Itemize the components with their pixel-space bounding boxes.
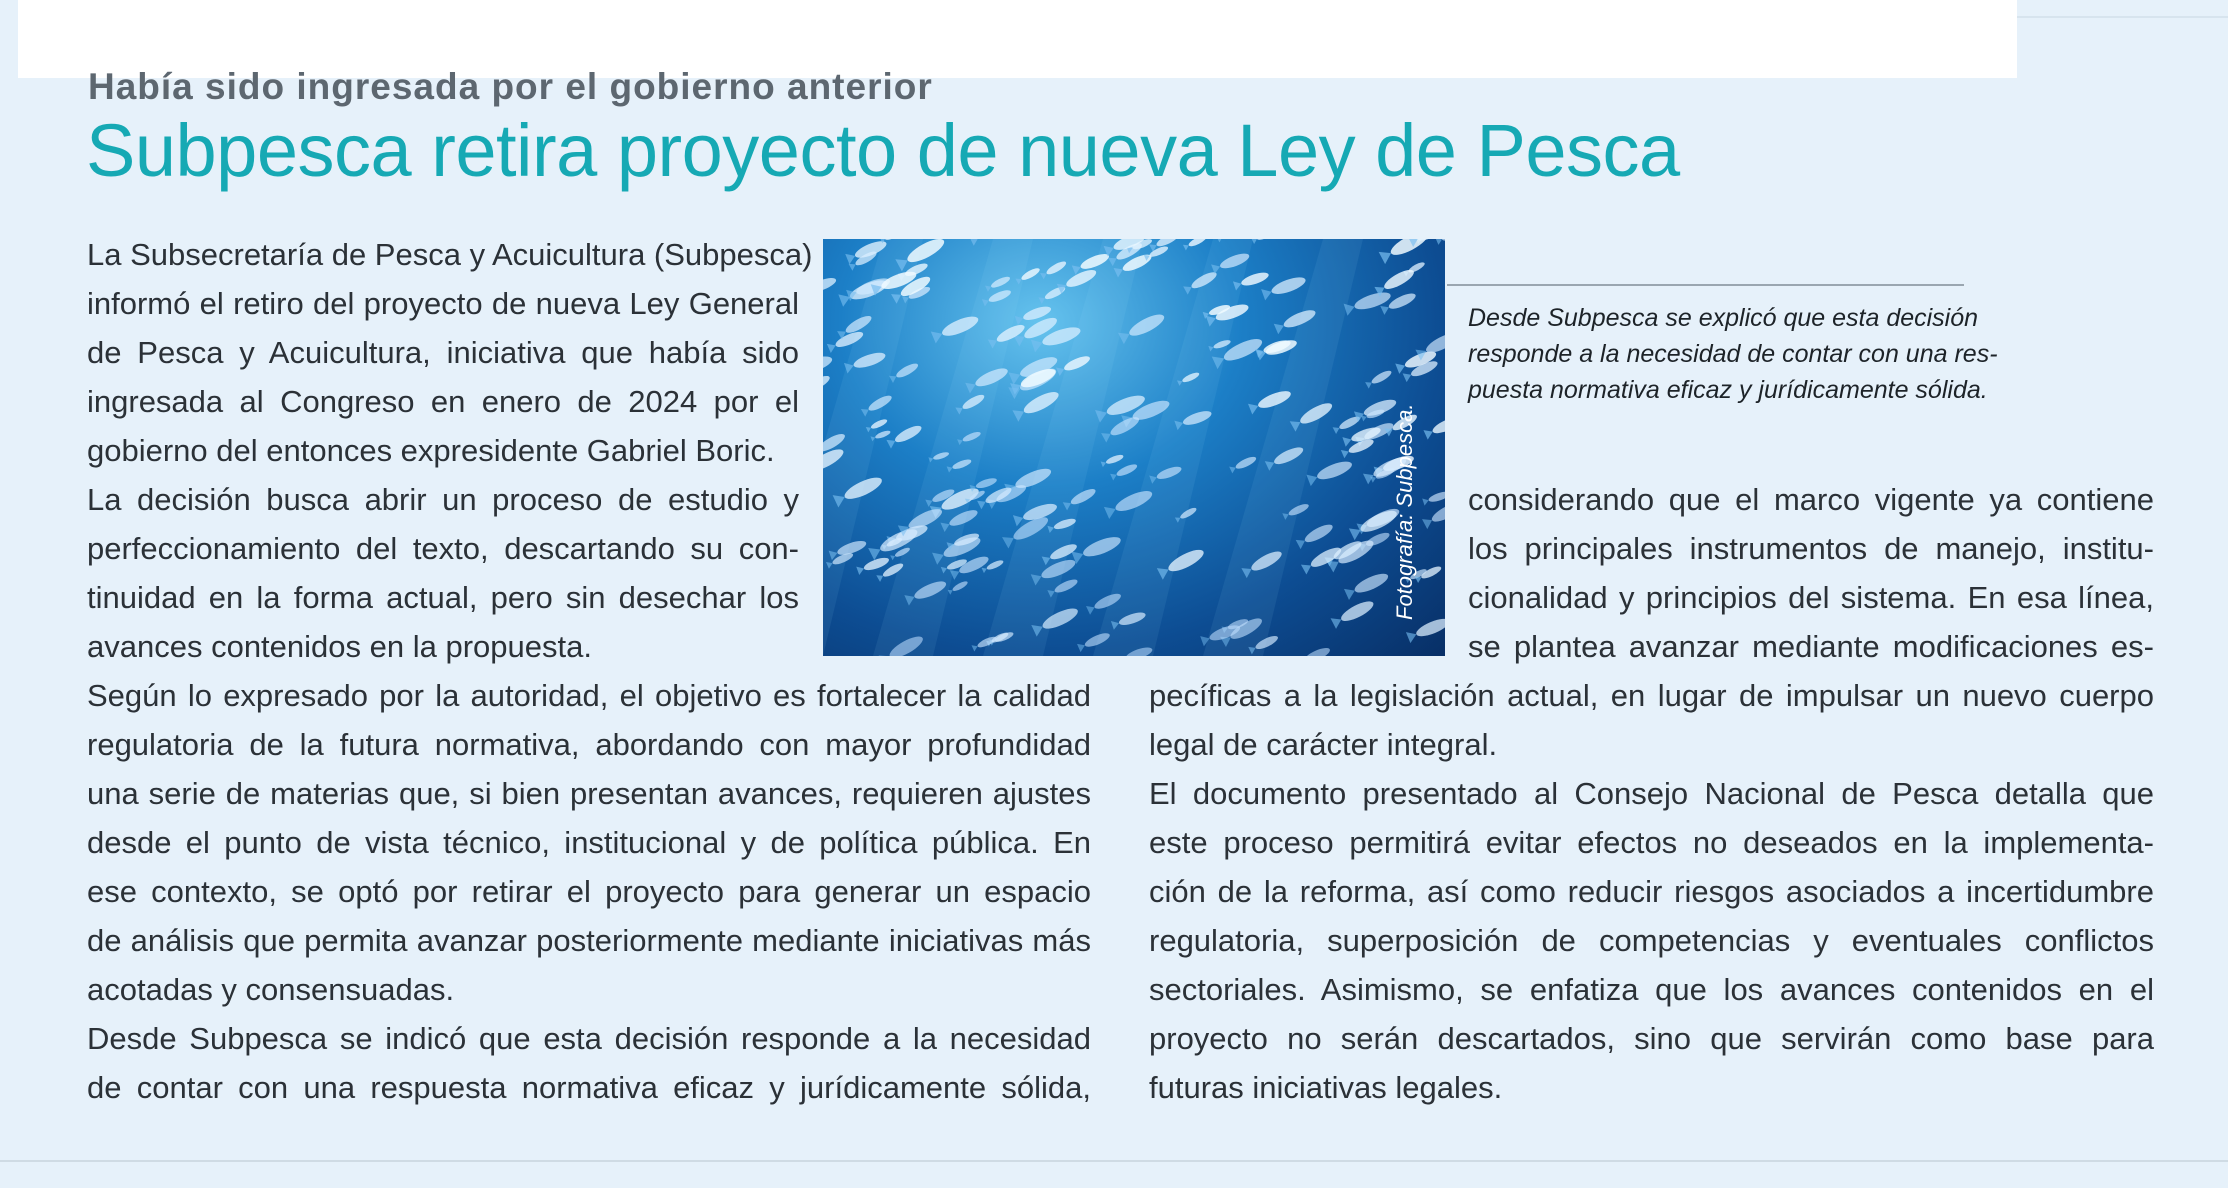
fish	[1379, 239, 1431, 264]
text-line: La Subsecretaría de Pesca y Acuicultura (Subpesca)	[87, 237, 813, 272]
text-line: sectoriales. Asimismo, se enfatiza que los avances contenidos en el	[1149, 972, 2154, 1007]
text-line: perfeccionamiento del texto, descartando su con-	[87, 531, 799, 566]
text-line: La decisión busca abrir un proceso de estudio y	[87, 482, 799, 517]
fish	[823, 373, 832, 398]
fish	[889, 361, 920, 383]
text-line: una serie de materias que, si bien presentan avances, requieren ajustes	[87, 776, 1091, 811]
bottom-divider	[0, 1160, 2228, 1162]
article-kicker: Había sido ingresada por el gobierno anterior	[88, 66, 933, 107]
text-line: de Pesca y Acuicultura, iniciativa que había sido	[87, 335, 799, 370]
top-divider	[2017, 16, 2228, 18]
column-1-top-paragraph	[87, 230, 813, 671]
fish	[1374, 266, 1416, 296]
text-line: considerando que el marco vigente ya contiene	[1468, 482, 2154, 517]
fish	[1110, 462, 1138, 480]
text-line: El documento presentado al Consejo Nacional de Pesca detalla que	[1149, 776, 2154, 811]
text-line: se plantea avanzar mediante modificaciones es-	[1468, 629, 2154, 664]
fish	[1229, 455, 1257, 474]
fish	[1436, 239, 1445, 245]
photo-credit: Fotografía: Subpesca.	[1392, 403, 1417, 620]
fish	[1040, 259, 1068, 279]
fish	[1423, 414, 1445, 440]
text-line: Según lo expresado por la autoridad, el objetivo es fortalecer la calidad	[87, 678, 1091, 713]
fish-school-illustration	[823, 239, 1445, 656]
fish	[823, 275, 838, 297]
fish	[886, 423, 923, 449]
fish	[1296, 645, 1332, 656]
column-1-bottom-paragraph	[87, 671, 1091, 1112]
text-line: regulatoria de la futura normativa, abordando con mayor profundidad	[87, 727, 1091, 762]
caption-rule	[1447, 284, 1964, 286]
fish	[1365, 368, 1393, 388]
text-line: tinuidad en la forma actual, pero sin desechar los	[87, 580, 799, 615]
fish	[1144, 244, 1170, 260]
text-line: gobierno del entonces expresidente Gabriel Boric.	[87, 433, 775, 468]
fish	[1071, 533, 1123, 564]
fish	[823, 353, 834, 380]
article-title: Subpesca retira proyecto de nueva Ley de Pesca	[86, 109, 1680, 192]
text-line: informó el retiro del proyecto de nueva Ley General	[87, 286, 799, 321]
school-of-fish-photo	[823, 239, 1445, 656]
text-line: desde el punto de vista técnico, institucional y de política pública. En	[87, 825, 1091, 860]
text-line: Desde Subpesca se indicó que esta decisión responde a la necesidad	[87, 1021, 1091, 1056]
fish	[1251, 239, 1275, 244]
text-line: ción de la reforma, así como reducir riesgos asociados a incertidumbre	[1149, 874, 2154, 909]
text-line: avances contenidos en la propuesta.	[87, 629, 592, 664]
text-line: futuras iniciativas legales.	[1149, 1070, 1503, 1105]
column-2-top-paragraph	[1468, 475, 2154, 671]
text-line: los principales instrumentos de manejo, institu-	[1468, 531, 2154, 566]
caption-line: Desde Subpesca se explicó que esta decisión	[1468, 304, 1979, 332]
fish	[1101, 453, 1125, 467]
photo-caption	[1468, 300, 1998, 408]
text-line: de análisis que permita avanzar posteriormente mediante iniciativas más	[87, 923, 1091, 958]
fish	[1422, 490, 1445, 506]
fish	[1261, 274, 1307, 300]
column-2-bottom-paragraph	[1149, 671, 2154, 1112]
fish	[1101, 414, 1141, 443]
text-line: cionalidad y principios del sistema. En esa línea,	[1468, 580, 2154, 615]
text-line: regulatoria, superposición de competencias y eventuales conflictos	[1149, 923, 2154, 958]
fish	[1331, 598, 1376, 629]
text-line: de contar con una respuesta normativa eficaz y jurídicamente sólida,	[87, 1070, 1091, 1105]
caption-line: responde a la necesidad de contar con una res-	[1468, 340, 1998, 368]
fish	[1306, 458, 1354, 486]
text-line: ingresada al Congreso en enero de 2024 por el	[87, 384, 799, 419]
fish	[1344, 570, 1390, 600]
text-line: legal de carácter integral.	[1149, 727, 1498, 762]
caption-line: puesta normativa eficaz y jurídicamente sólida.	[1468, 376, 1988, 404]
text-line: este proceso permitirá evitar efectos no deseados en la implementa-	[1149, 825, 2154, 860]
text-line: proyecto no serán descartados, sino que servirán como base para	[1149, 1021, 2154, 1056]
fish	[1296, 521, 1335, 549]
text-line: acotadas y consensuadas.	[87, 972, 455, 1007]
text-line: ese contexto, se optó por retirar el proyecto para generar un espacio	[87, 874, 1091, 909]
text-line: pecíficas a la legislación actual, en lugar de impulsar un nuevo cuerpo	[1149, 678, 2154, 713]
fish	[1183, 239, 1208, 251]
fish	[1118, 310, 1167, 344]
fish	[1301, 544, 1344, 574]
